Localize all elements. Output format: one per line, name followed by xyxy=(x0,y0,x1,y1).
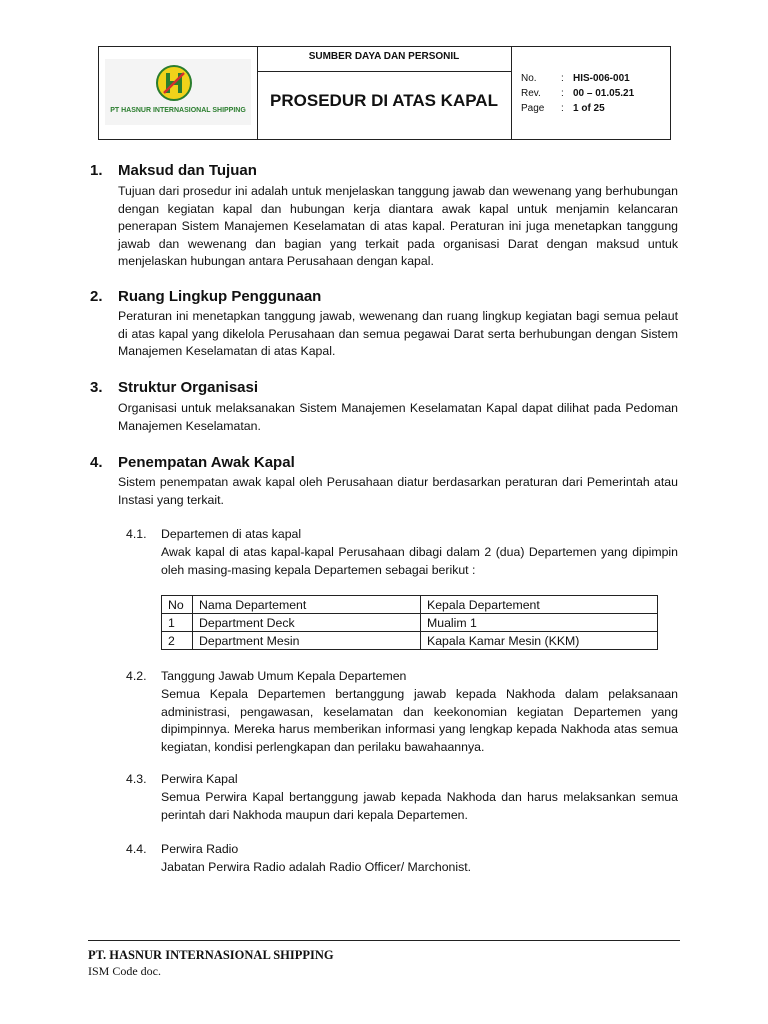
table-cell: 1 xyxy=(162,614,193,632)
subsection-text: Awak kapal di atas kapal-kapal Perusahaan dibagi dalam 2 (dua) Departemen yang dipimpin oleh masing-masing kepala Departemen sebagai berikut : xyxy=(161,545,678,577)
footer-company: PT. HASNUR INTERNASIONAL SHIPPING xyxy=(88,948,334,962)
subsection-text: Semua Perwira Kapal bertanggung jawab kepada Nakhoda dan harus melaksankan semua perintah dari Nakhoda maupun dari kepala Departemen. xyxy=(161,790,678,822)
table-cell: Department Deck xyxy=(193,614,421,632)
header-subtitle: SUMBER DAYA DAN PERSONIL xyxy=(308,51,460,62)
table-cell: 2 xyxy=(162,632,193,650)
table-cell: Mualim 1 xyxy=(421,614,658,632)
meta-page: Page : 1 of 25 xyxy=(521,103,605,114)
table-header-row xyxy=(162,596,658,614)
subsection-text: Semua Kepala Departemen bertanggung jawab kepada Nakhoda dalam pelaksanaan administrasi, pengawasan, keselamatan dan keekonomian kegiatan Departemen yang dipimpinnya. Mereka harus memberikan informasi yang lengkap kepada Nakhoda atas semua kegiatan, kondisi perlengkapan dan perilaku bawahaannya. xyxy=(161,687,678,754)
subsection-number: 4.3. xyxy=(126,772,147,786)
section-heading-2: 2. Ruang Lingkup Penggunaan xyxy=(90,288,322,305)
subsection-number: 4.4. xyxy=(126,842,147,856)
company-logo xyxy=(105,59,251,125)
subsection-number: 4.2. xyxy=(126,669,147,683)
section-heading-4: 4. Penempatan Awak Kapal xyxy=(90,454,295,471)
footer-divider xyxy=(88,940,680,941)
header-divider xyxy=(257,71,511,72)
section-text-2: Peraturan ini menetapkan tanggung jawab, wewenang dan ruang lingkup kegiatan bagi semua pelaut di atas kapal yang dikelola Perusahaan dan semua pegawai Darat serta berhubungan dengan Sistem Manajemen Keselamatan di atas Kapal. xyxy=(118,309,678,358)
table-header-cell: Nama Departement xyxy=(193,596,421,614)
subsection-heading: Departemen di atas kapal xyxy=(161,527,302,541)
document-header xyxy=(98,46,671,140)
table-header-cell: No xyxy=(162,596,193,614)
table-row xyxy=(162,632,658,650)
header-divider xyxy=(511,47,512,139)
subsection-heading: Perwira Kapal xyxy=(161,772,238,786)
meta-revision: Rev. : 00 – 01.05.21 xyxy=(521,88,635,99)
document-title: PROSEDUR DI ATAS KAPAL xyxy=(270,91,498,110)
section-text-1: Tujuan dari prosedur ini adalah untuk menjelaskan tanggung jawab dan wewenang yang berhubungan dengan kegiatan kapal dan hubungan kerja diantara awak kapal untuk menjamin kelancaran penerapan Sistem Manajemen Keselamatan di atas kapal. Peraturan ini juga menetapkan tanggung jawab dan wewenang dan bagian yang terkait pada organisasi Darat dengan maksud untuk menjelaskan hubungan antara Perusahaan dengan kapal. xyxy=(118,184,678,268)
subsection-text: Jabatan Perwira Radio adalah Radio Officer/ Marchonist. xyxy=(161,860,472,874)
table-cell: Kapala Kamar Mesin (KKM) xyxy=(421,632,658,650)
table-cell: Department Mesin xyxy=(193,632,421,650)
table-header-cell: Kepala Departement xyxy=(421,596,658,614)
meta-number: No. : HIS-006-001 xyxy=(521,73,630,84)
subsection-number: 4.1. xyxy=(126,527,147,541)
subsection-heading: Tanggung Jawab Umum Kepala Departemen xyxy=(161,669,407,683)
section-heading-3: 3. Struktur Organisasi xyxy=(90,379,259,396)
footer-doc-type: ISM Code doc. xyxy=(88,964,161,978)
section-heading-1: 1. Maksud dan Tujuan xyxy=(90,162,257,179)
section-text-4: Sistem penempatan awak kapal oleh Perusahaan diatur berdasarkan peraturan dari Pemerintah atau Instasi yang terkait. xyxy=(118,475,678,507)
logo-company-name: PT HASNUR INTERNASIONAL SHIPPING xyxy=(110,107,246,114)
table-row xyxy=(162,614,658,632)
subsection-heading: Perwira Radio xyxy=(161,842,239,856)
section-text-3: Organisasi untuk melaksanakan Sistem Manajemen Keselamatan Kapal dapat dilihat pada Pedoman Manajemen Keselamatan. xyxy=(118,401,678,433)
logo-emblem-icon xyxy=(156,65,192,101)
department-table xyxy=(161,595,658,650)
